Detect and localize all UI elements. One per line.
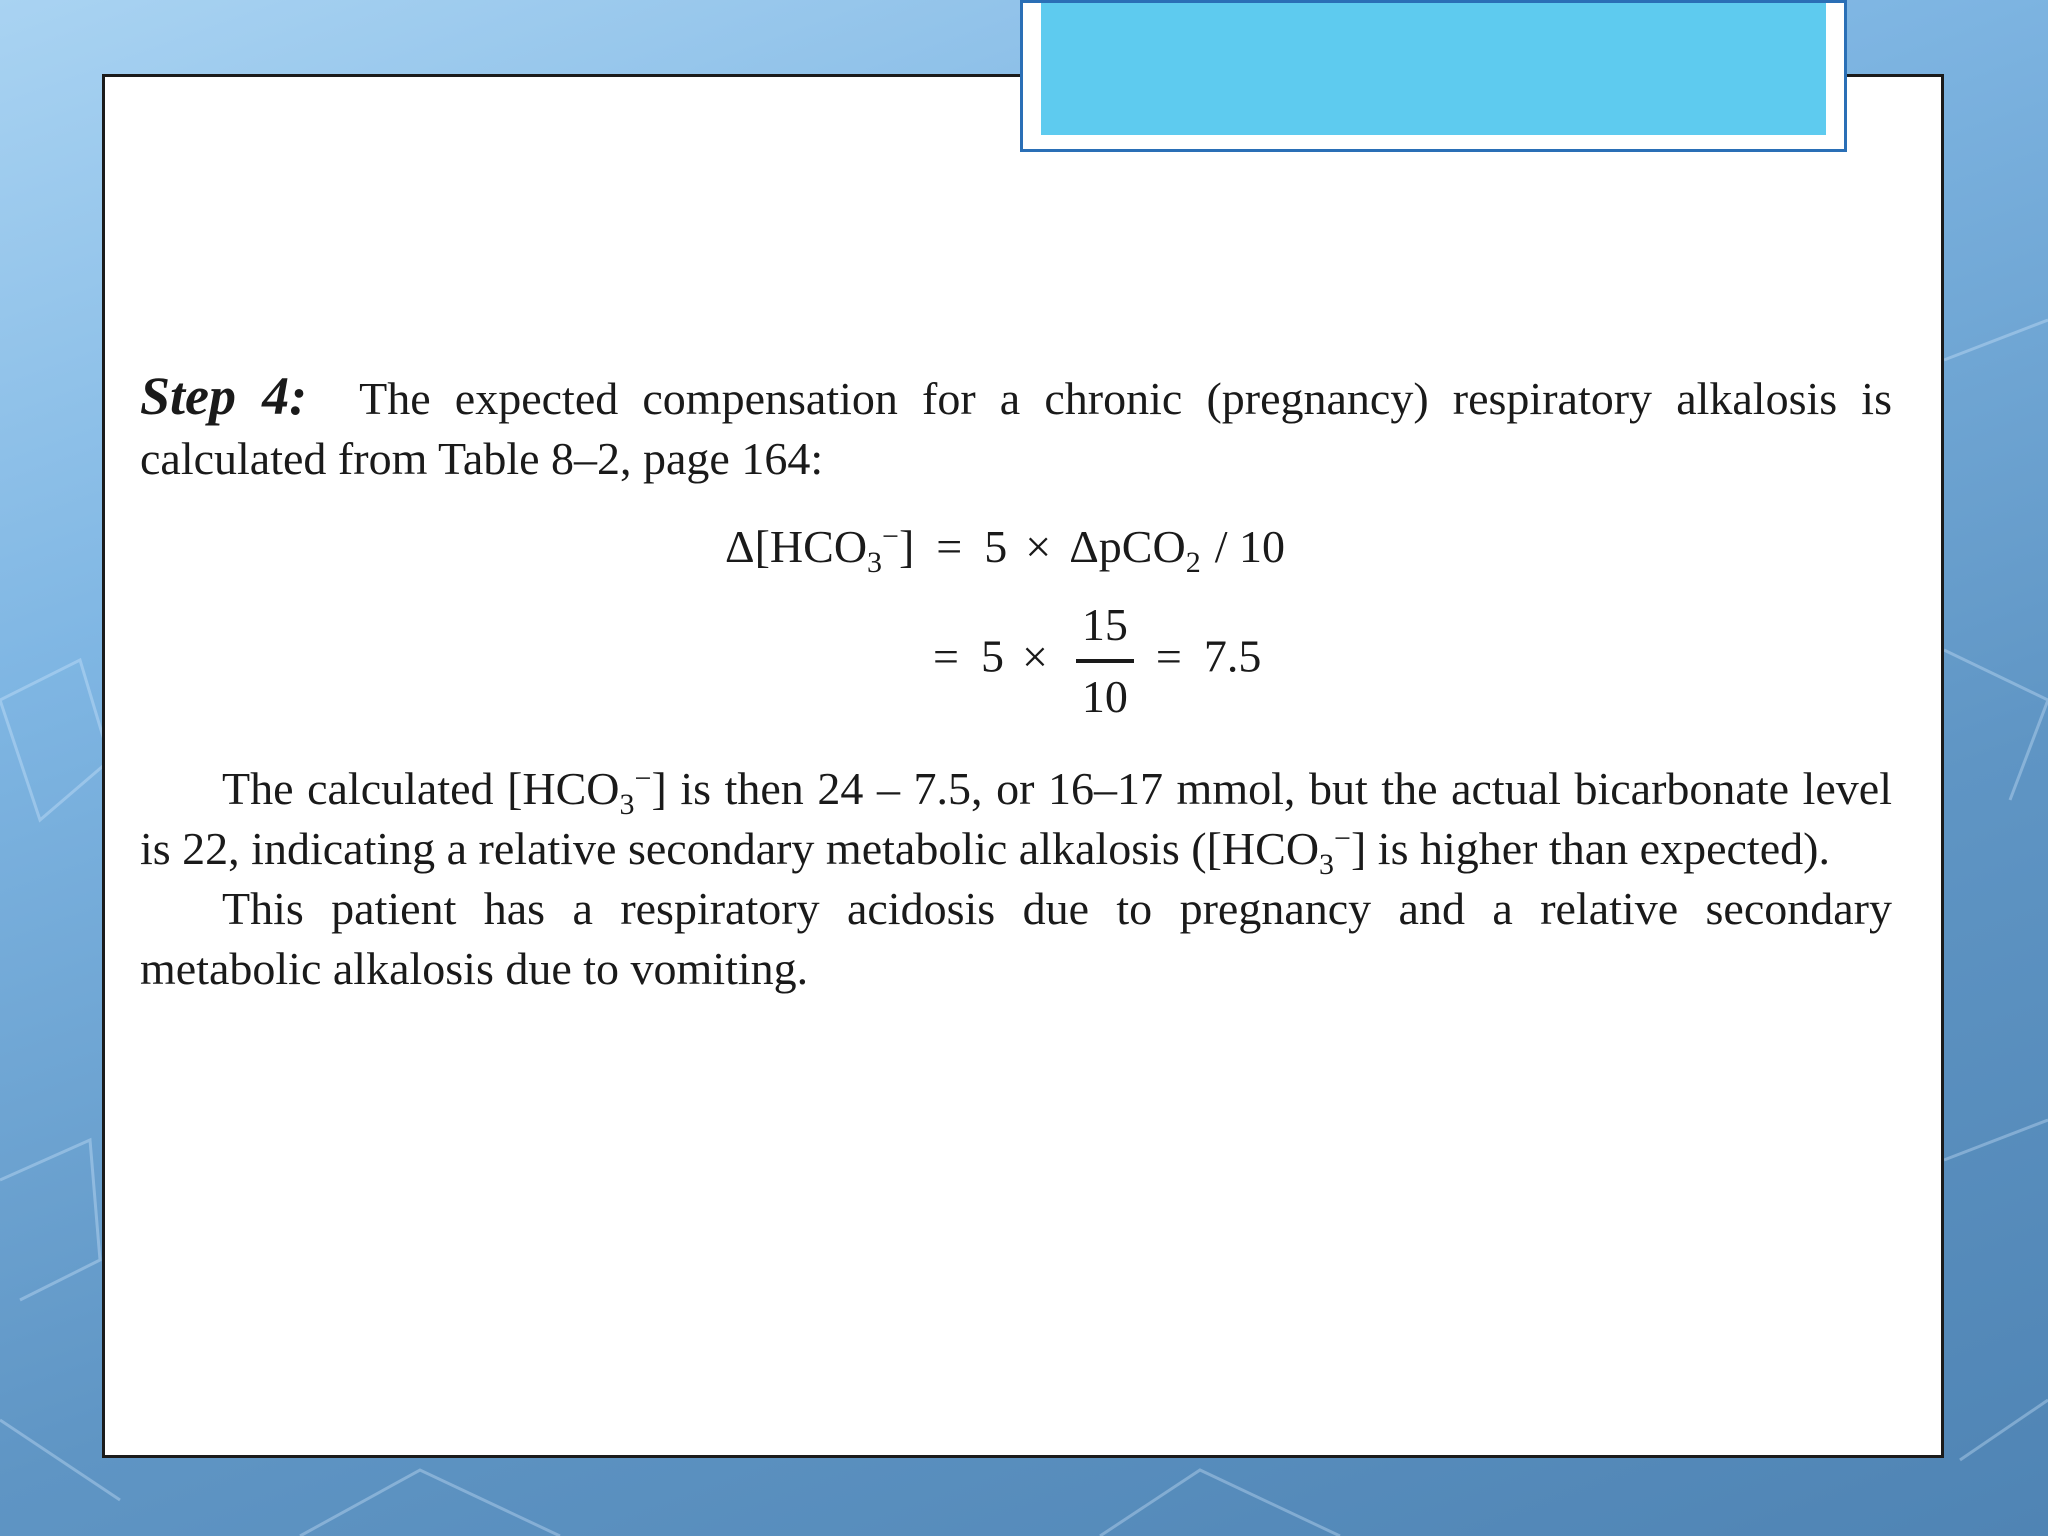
fraction [1076, 591, 1134, 731]
paragraph-text: The calculated [HCO [222, 763, 620, 814]
equation-line-1 [725, 517, 1285, 577]
textbook-excerpt [140, 366, 1892, 999]
superscript: − [634, 762, 652, 795]
subscript: 3 [867, 546, 883, 579]
delta-pco2: ΔpCO [1069, 521, 1186, 572]
bicarbonate-symbol: [HCO [754, 521, 868, 572]
factor: 5 [980, 630, 1004, 682]
factor: 5 [984, 521, 1008, 572]
times-sign: × [1025, 521, 1052, 572]
subscript: 2 [1185, 546, 1201, 579]
step-label: Step 4: [140, 366, 308, 426]
paragraph-calculated-bicarbonate [140, 759, 1892, 879]
delta-symbol: Δ [725, 521, 755, 572]
superscript: − [882, 520, 899, 553]
result-value: 7.5 [1203, 630, 1262, 682]
step-paragraph [140, 366, 1892, 489]
paragraph-text: This patient has a respiratory acidosis due to pregnancy and a relative secondary metabolic alkalosis due to vomiting. [140, 883, 1892, 994]
step-text: The expected compensation for a chronic (pregnancy) respiratory alkalosis is calculated from Table 8–2, page 164: [140, 373, 1892, 484]
equals-sign: = [1155, 630, 1182, 682]
equation-block [140, 489, 1892, 759]
superscript: − [1334, 822, 1351, 855]
subscript: 3 [619, 788, 635, 821]
equation-line-2 [933, 591, 1261, 731]
bracket-close: ] [898, 521, 915, 572]
title-placeholder [1020, 0, 1847, 152]
numerator: 15 [1076, 591, 1134, 663]
title-bar [1041, 3, 1826, 135]
paragraph-text: ] is then 24 – 7.5, or 16–17 mmol, but the actual bicarbonate level is 22, indicating a relative secondary metabolic alkalosis ([HCO [140, 763, 1892, 874]
divisor: / 10 [1214, 521, 1285, 572]
equals-sign: = [936, 521, 963, 572]
denominator: 10 [1081, 671, 1128, 722]
paragraph-text: ] is higher than expected). [1350, 823, 1830, 874]
times-sign: × [1021, 630, 1048, 682]
subscript: 3 [1319, 848, 1335, 881]
paragraph-conclusion [140, 879, 1892, 999]
equals-sign: = [933, 630, 959, 682]
